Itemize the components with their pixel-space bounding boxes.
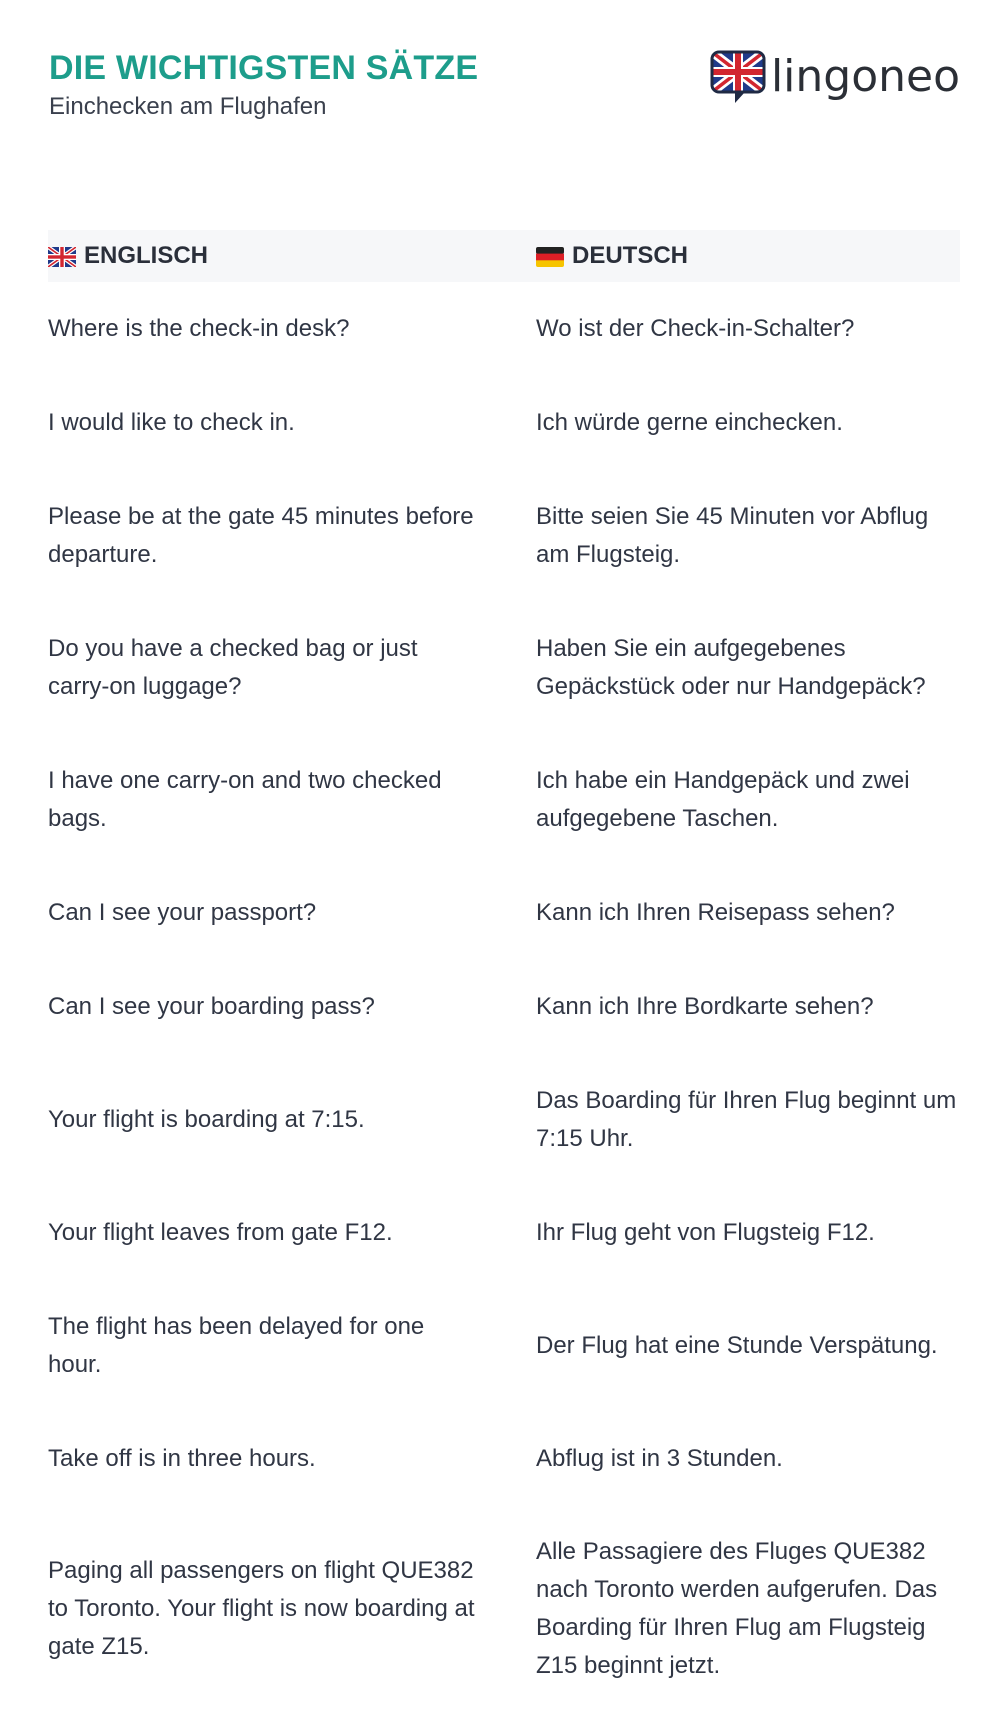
page-header (49, 48, 960, 138)
english-phrase: Can I see your passport? (48, 899, 317, 926)
column-header-english (48, 242, 208, 270)
lingoneo-logo[interactable] (709, 50, 960, 104)
table-row (48, 1054, 960, 1186)
phrase-table (48, 282, 960, 1712)
table-header (48, 230, 960, 282)
german-phrase: Kann ich Ihre Bordkarte sehen? (536, 993, 874, 1020)
english-phrase: Where is the check-in desk? (48, 315, 350, 342)
german-phrase: Wo ist der Check-in-Schalter? (536, 315, 855, 342)
english-phrase: Do you have a checked bag or just carry-on luggage? (48, 635, 418, 700)
table-row (48, 470, 960, 602)
column-header-english-label: ENGLISCH (84, 242, 209, 269)
english-phrase: Please be at the gate 45 minutes before departure. (48, 503, 474, 568)
column-header-german-label: DEUTSCH (572, 242, 689, 269)
table-row (48, 376, 960, 470)
german-phrase: Der Flug hat eine Stunde Verspätung. (536, 1332, 938, 1359)
english-phrase: Your flight is boarding at 7:15. (48, 1106, 365, 1133)
german-phrase: Das Boarding für Ihren Flug beginnt um 7:15 Uhr. (536, 1087, 957, 1152)
column-header-german (536, 242, 688, 270)
uk-flag-icon (48, 246, 76, 266)
table-row (48, 1186, 960, 1280)
german-phrase: Bitte seien Sie 45 Minuten vor Abflug am Flugsteig. (536, 503, 929, 568)
table-row (48, 1506, 960, 1712)
table-row (48, 282, 960, 376)
table-row (48, 734, 960, 866)
english-phrase: Can I see your boarding pass? (48, 993, 375, 1020)
german-phrase: Ich habe ein Handgepäck und zwei aufgegebene Taschen. (536, 767, 910, 832)
english-phrase: I have one carry-on and two checked bags. (48, 767, 442, 832)
german-phrase: Kann ich Ihren Reisepass sehen? (536, 899, 895, 926)
english-phrase: Take off is in three hours. (48, 1445, 316, 1472)
table-row (48, 960, 960, 1054)
page-title: DIE WICHTIGSTEN SÄTZE (49, 49, 479, 87)
german-flag-icon (536, 246, 564, 266)
table-row (48, 602, 960, 734)
page-subtitle: Einchecken am Flughafen (49, 93, 327, 120)
uk-flag-speech-bubble-icon (709, 50, 767, 104)
english-phrase: I would like to check in. (48, 409, 295, 436)
german-phrase: Abflug ist in 3 Stunden. (536, 1445, 783, 1472)
german-phrase: Ihr Flug geht von Flugsteig F12. (536, 1219, 875, 1246)
german-phrase: Alle Passagiere des Fluges QUE382 nach Toronto werden aufgerufen. Das Boarding für Ihren Flug am Flugsteig Z15 beginnt jetzt. (536, 1538, 938, 1679)
english-phrase: The flight has been delayed for one hour. (48, 1313, 425, 1378)
english-phrase: Paging all passengers on flight QUE382 to Toronto. Your flight is now boarding at gate Z15. (48, 1557, 475, 1660)
german-phrase: Ich würde gerne einchecken. (536, 409, 843, 436)
table-row (48, 866, 960, 960)
table-row (48, 1412, 960, 1506)
logo-text: lingoneo (770, 51, 960, 102)
english-phrase: Your flight leaves from gate F12. (48, 1219, 393, 1246)
german-phrase: Haben Sie ein aufgegebenes Gepäckstück oder nur Handgepäck? (536, 635, 926, 700)
table-row (48, 1280, 960, 1412)
